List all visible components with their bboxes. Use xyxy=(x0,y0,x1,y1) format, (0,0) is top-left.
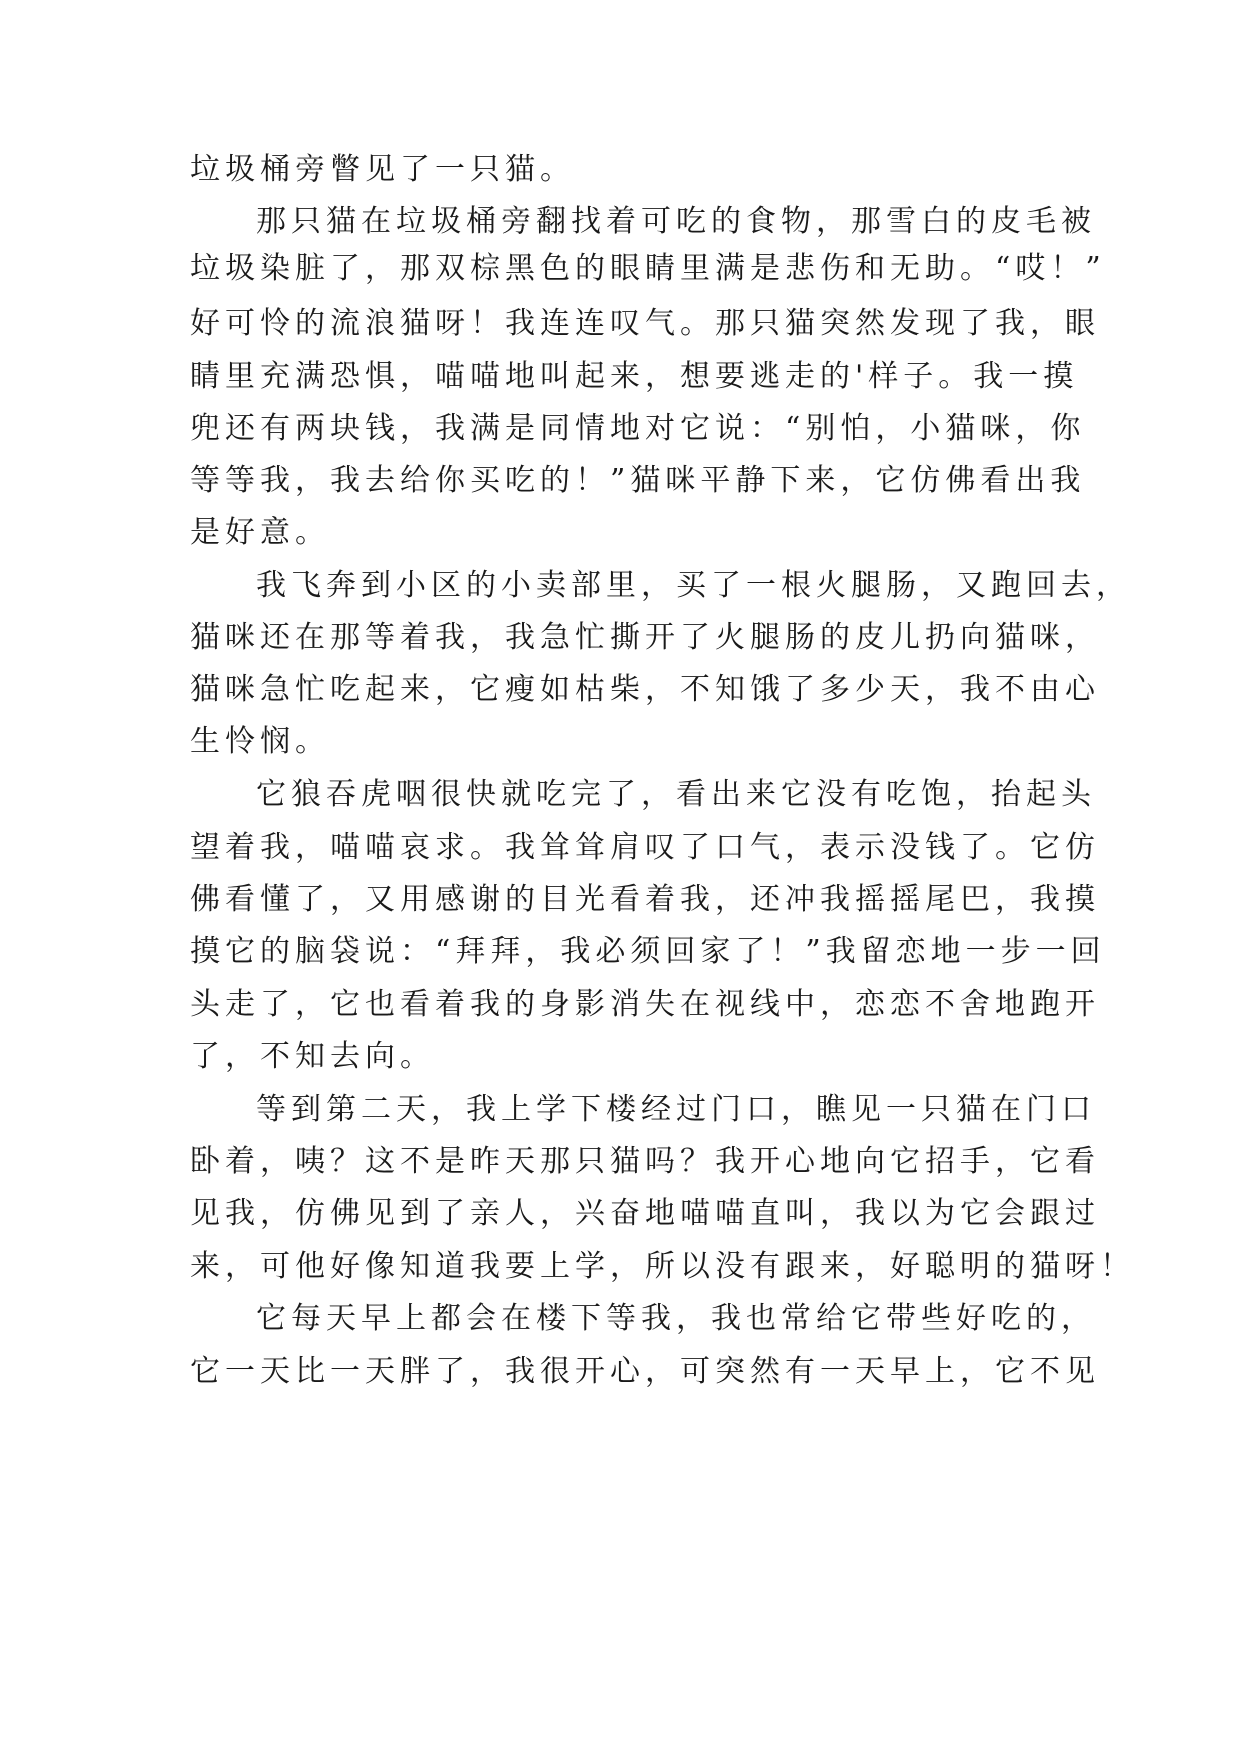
text-line: 睛里充满恐惧，喵喵地叫起来，想要逃走的'样子。我一摸 xyxy=(190,359,1079,394)
text-line: 猫咪急忙吃起来，它瘦如枯柴，不知饿了多少天，我不由心 xyxy=(190,672,1100,707)
text-line: 它每天早上都会在楼下等我，我也常给它带些好吃的， xyxy=(256,1301,1096,1336)
text-line: 那只猫在垃圾桶旁翻找着可吃的食物，那雪白的皮毛被 xyxy=(256,204,1096,239)
text-line: 等等我，我去给你买吃的！”猫咪平静下来，它仿佛看出我 xyxy=(190,463,1086,498)
text-line: 佛看懂了，又用感谢的目光看着我，还冲我摇摇尾巴，我摸 xyxy=(190,882,1100,917)
text-line: 我飞奔到小区的小卖部里，买了一根火腿肠，又跑回去， xyxy=(256,568,1131,603)
text-line: 摸它的脑袋说：“拜拜，我必须回家了！”我留恋地一步一回 xyxy=(190,934,1106,969)
text-line: 望着我，喵喵哀求。我耸耸肩叹了口气，表示没钱了。它仿 xyxy=(190,830,1100,865)
text-line: 猫咪还在那等着我，我急忙撕开了火腿肠的皮儿扔向猫咪， xyxy=(190,620,1100,655)
text-line: 生怜悯。 xyxy=(190,724,330,759)
text-line: 它狼吞虎咽很快就吃完了，看出来它没有吃饱，抬起头 xyxy=(256,777,1096,812)
text-line: 见我，仿佛见到了亲人，兴奋地喵喵直叫，我以为它会跟过 xyxy=(190,1196,1100,1231)
text-line: 等到第二天，我上学下楼经过门口，瞧见一只猫在门口 xyxy=(256,1092,1096,1127)
text-line: 垃圾桶旁瞥见了一只猫。 xyxy=(190,152,575,187)
text-line: 来，可他好像知道我要上学，所以没有跟来，好聪明的猫呀！ xyxy=(190,1249,1135,1284)
text-line: 它一天比一天胖了，我很开心，可突然有一天早上，它不见 xyxy=(190,1354,1100,1389)
text-line: 卧着，咦？这不是昨天那只猫吗？我开心地向它招手，它看 xyxy=(190,1144,1100,1179)
text-line: 兜还有两块钱，我满是同情地对它说：“别怕，小猫咪，你 xyxy=(190,411,1086,446)
text-line: 是好意。 xyxy=(190,515,330,550)
text-line: 了，不知去向。 xyxy=(190,1039,435,1074)
text-line: 垃圾染脏了，那双棕黑色的眼睛里满是悲伤和无助。“哎！” xyxy=(190,251,1106,286)
text-line: 好可怜的流浪猫呀！我连连叹气。那只猫突然发现了我，眼 xyxy=(190,306,1100,341)
text-line: 头走了，它也看着我的身影消失在视线中，恋恋不舍地跑开 xyxy=(190,987,1100,1022)
